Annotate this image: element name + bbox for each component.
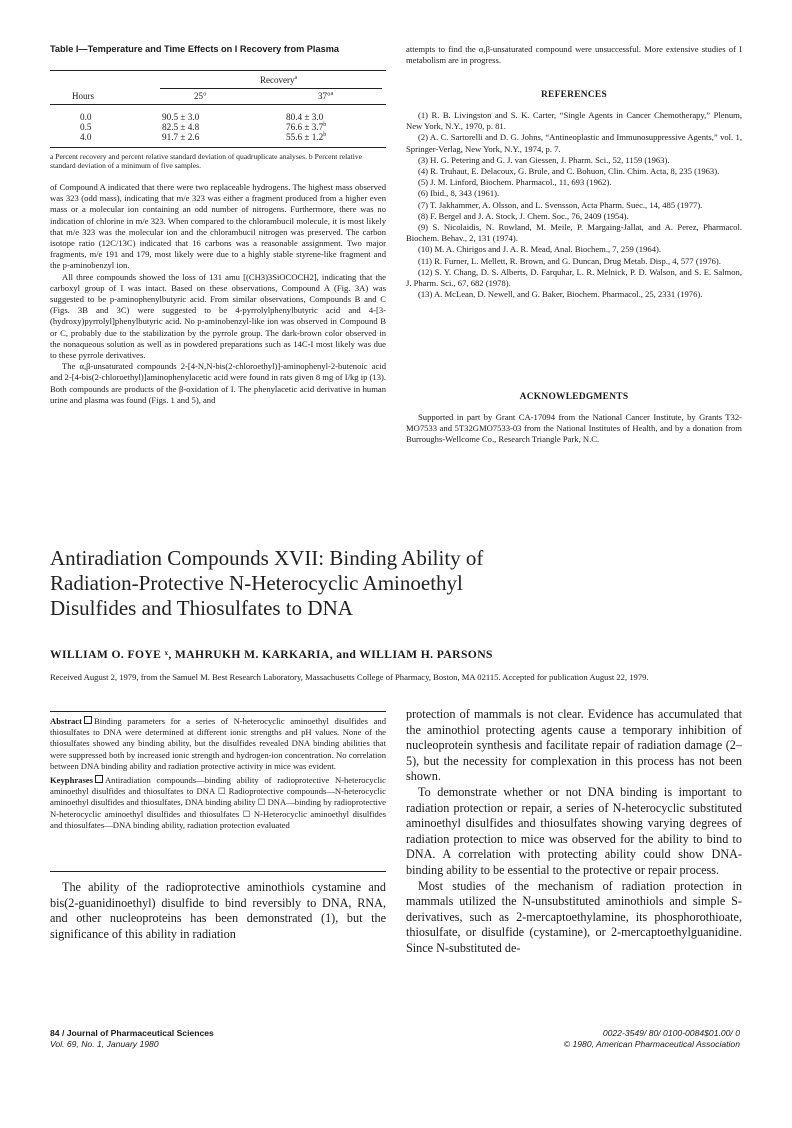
recovery-sup: a xyxy=(294,75,298,81)
acknowledgments-text: Supported in part by Grant CA-17094 from the National Cancer Institute, by Grants T32-MO7533 and 5T32GMO7533-03 from the National Institutes of Health, and by a donation from Burroughs-Wellcome Co., Research Triangle Park, N.C. xyxy=(406,412,742,445)
footer-right xyxy=(440,1028,740,1050)
abstract-label: Abstract xyxy=(50,716,82,726)
reference-item: (2) A. C. Sartorelli and D. G. Johns, “Antineoplastic and Immunosuppressive Agents,” vol. 1, Springer-Verlag, New York, N.Y., 1974, p. 7. xyxy=(406,132,742,154)
received-line: Received August 2, 1979, from the Samuel M. Best Research Laboratory, Massachusetts College of Pharmacy, Boston, MA 02115. Accepted for publication August 22, 1979. xyxy=(50,672,649,682)
reference-item: (9) S. Nicolaidis, N. Rowland, M. Meile, P. Margaing-Jallat, and A. Perez, Pharmacol. Biochem. Behav., 2, 131 (1974). xyxy=(406,222,742,244)
body-paragraph: To demonstrate whether or not DNA binding is important to radiation protection or repair, a series of N-heterocyclic substituted aminoethyl disulfides and thiosulfates showing varying degrees of radiation protection to mice was observed for the ability to bind to DNA. A correlation with protecting ability could show DNA-binding ability to be essential to the protective or repair process. xyxy=(406,784,742,877)
journal-volume: Vol. 69, No. 1, January 1980 xyxy=(50,1039,159,1049)
issn-line: 0022-3549/ 80/ 0100-0084$01.00/ 0 xyxy=(602,1028,740,1038)
abstract-text: Binding parameters for a series of N-heterocyclic aminoethyl disulfides and thiosulfates to DNA were determined at different ionic strengths and pH values. None of the thiosulfates showed any binding ability, but the disulfides revealed DNA binding abilities that were suppressed both by increased ionic strength and hydrogen-ion concentration. No correlation between DNA binding ability and radiation protective activity in mice was evident. xyxy=(50,716,386,771)
table-row: 0.0 xyxy=(80,112,92,122)
reference-item: (3) H. G. Petering and G. J. van Giessen, J. Pharm. Sci., 52, 1159 (1963). xyxy=(418,154,670,165)
reference-item: (4) R. Truhaut, E. Delacoux, G. Brule, and C. Bohuon, Clin. Chim. Acta, 8, 235 (1963). xyxy=(418,166,720,177)
article-body-right xyxy=(406,707,742,957)
col-37-header: 37° xyxy=(318,91,331,101)
references-list xyxy=(406,110,742,300)
table-top-rule xyxy=(50,70,386,71)
right-top-paragraph: attempts to find the α,β-unsaturated compound were unsuccessful. More extensive studies of I metabolism are in progress. xyxy=(406,44,742,66)
copyright-line: © 1980, American Pharmaceutical Association xyxy=(563,1039,740,1049)
reference-item: (12) S. Y. Chang, D. S. Alberts, D. Farquhar, L. R. Melnick, P. D. Walson, and S. E. Salmon, J. Pharm. Sci., 67, 682 (1978). xyxy=(406,266,742,289)
square-icon xyxy=(95,775,103,783)
acknowledgments-heading: ACKNOWLEDGMENTS xyxy=(519,392,629,402)
table-title: Table I—Temperature and Time Effects on I Recovery from Plasma xyxy=(50,44,339,54)
intro-paragraph: The ability of the radioprotective aminothiols cystamine and bis(2-guanidinoethyl) disulfide to bind reversibly to DNA, RNA, and other nucleoproteins has been demonstrated (1), but the significance of this ability in radiation xyxy=(50,880,386,941)
col-25-header: 25° xyxy=(194,91,207,101)
table-row: 0.5 xyxy=(80,122,92,132)
abstract xyxy=(50,716,386,831)
table-footnote: a Percent recovery and percent relative standard deviation of quadruplicate analyses. b Percent relative standard deviation of a minimum of five samples. xyxy=(50,152,363,171)
body-paragraph: Most studies of the mechanism of radiation protection in mammals utilized the N-unsubstituted aminothiols and simple S-derivatives, such as 2-mercaptoethylamine, its phosphorothioate, thiosulfate, or disulfide (cystamine), or 2-mercaptoethylguanidine. Since N-substituted de- xyxy=(406,878,742,955)
table-i xyxy=(50,44,386,55)
reference-item: (6) Ibid., 8, 343 (1961). xyxy=(418,188,500,199)
body-paragraph: protection of mammals is not clear. Evidence has accumulated that the aminothiol protecting agents cause a temporary inhibition of nucleoprotein synthesis and facilitate repair of radiation damage (2–5), but the necessity for complexation in this process has not been shown. xyxy=(406,707,742,784)
article-authors: WILLIAM O. FOYE ˣ, MAHRUKH M. KARKARIA, and WILLIAM H. PARSONS xyxy=(50,648,493,661)
reference-item: (7) T. Jakhammer, A. Olsson, and L. Svensson, Acta Pharm. Suec., 14, 485 (1977). xyxy=(418,199,703,210)
reference-item: (10) M. A. Chirigos and J. A. R. Mead, Anal. Biochem., 7, 259 (1964). xyxy=(418,244,661,255)
footer-left xyxy=(50,1028,380,1050)
hours-header: Hours xyxy=(72,91,94,101)
reference-item: (11) R. Furner, L. Mellett, R. Brown, and G. Duncan, Drug Metab. Disp., 4, 577 (1976). xyxy=(418,255,721,266)
body-paragraph: All three compounds showed the loss of 131 amu [(CH3)3SiOCOCH2], indicating that the carboxyl group of I was intact. Based on these observations, Compound A (Fig. 3A) was suggested to be p-aminophenylbutyric acid. From similar observations, Compounds B and C (Figs. 3B and 3C) were suggested to be 4-pyrrolylphenylbutyric acid and 4-[3-(hydroxy)pyrrolyl]phenylbutyric acid. No p-aminobenzyl-like ion was observed in Compound B or C, probably due to the stabilization by the pyrrole group. The dark-brown color observed in the nonaqueous solution as well as in powdered preparations such as 14C-I most likely was due to these pyrrole derivatives. xyxy=(50,271,386,361)
body-paragraph: The α,β-unsaturated compounds 2-[4-N,N-bis(2-chloroethyl)]-aminophenyl-2-butenoic acid and 2-[4-bis(2-chloroethyl)]aminophenylacetic acid were found in rats given 8 mg of I/kg ip (13). Both compounds are products of the β-oxidation of I. The phenylacetic acid derivative in human urine and plasma was found (Figs. 1 and 5), and xyxy=(50,361,387,405)
reference-item: (5) J. M. Linford, Biochem. Pharmacol., 11, 693 (1962). xyxy=(418,177,612,188)
body-paragraph: of Compound A indicated that there were two replaceable hydrogens. The highest mass observed was 323 (odd mass), indicating that m/e 323 was either a fragment produced from a higher even mass or a molecular ion containing an odd number of nitrogens. Furthermore, there was no indication of chlorine in m/e 323. When compared to the chlorambucil molecule, it is most likely that m/e 323 was the molecular ion and the chlorambucil nitrogen was preserved. The carbon isotope ratio (12C/13C) indicated that 16 carbons was a reasonable assignment. Two major fragments, m/e 191 and 179, most likely were due to a highly stable styrene-like fragment and the p-aminobenzyl ion. xyxy=(50,182,386,271)
square-icon xyxy=(84,716,92,724)
reference-item: (13) A. McLean, D. Newell, and G. Baker, Biochem. Pharmacol., 25, 2331 (1976). xyxy=(418,289,703,300)
left-body-text xyxy=(50,182,386,406)
journal-name: 84 / Journal of Pharmaceutical Sciences xyxy=(50,1028,214,1038)
article-title: Antiradiation Compounds XVII: Binding Ability of Radiation-Protective N-Heterocyclic Aminoethyl Disulfides and Thiosulfates to DNA xyxy=(50,546,484,620)
keyphrases-text: Antiradiation compounds—binding ability of radioprotective N-heterocyclic aminoethyl disulfides and thiosulfates to DNA ☐ Radioprotective compounds—N-heterocyclic aminoethyl disulfides and thiosulfates, DNA binding ability ☐ DNA—binding by radioprotective N-heterocyclic aminoethyl disulfides and thiosulfates ☐ N-Heterocyclic aminoethyl disulfides and thiosulfates—DNA binding ability, radiation protection evaluated xyxy=(50,775,386,830)
reference-item: (1) R. B. Livingston and S. K. Carter, “Single Agents in Cancer Chemotherapy,” Plenum, New York, N.Y., 1970, p. 81. xyxy=(406,110,742,132)
reference-item: (8) F. Bergel and J. A. Stock, J. Chem. Soc., 76, 2409 (1954). xyxy=(418,210,629,221)
keyphrases-label: Keyphrases xyxy=(50,775,93,786)
table-row: 4.0 xyxy=(80,132,92,142)
recovery-header: Recovery xyxy=(260,75,295,85)
references-heading: REFERENCES xyxy=(540,90,608,100)
